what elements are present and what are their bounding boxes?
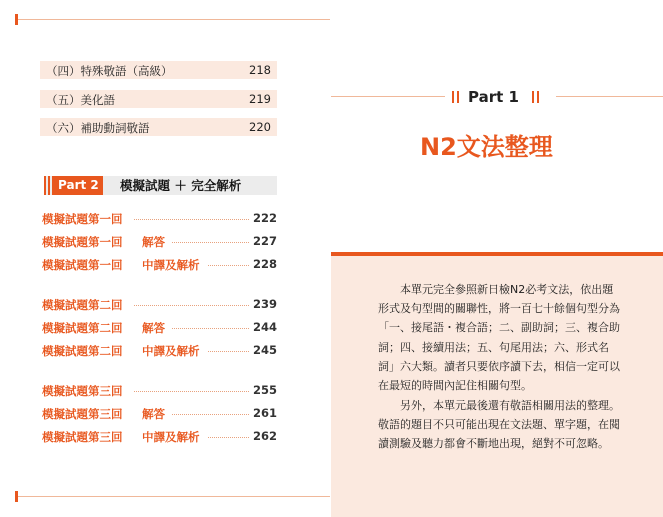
- exam-entry: [42, 343, 277, 359]
- toc-row: [40, 90, 277, 108]
- exam-name: 模擬試題第一回: [42, 212, 123, 226]
- text-line: 本單元完全參照新日檢N2必考文法，依出題: [400, 283, 614, 296]
- exam-page: 255: [252, 383, 277, 397]
- intro-paragraph-1: [378, 280, 622, 395]
- text-line: 另外，本單元最後還有敬語相關用法的整理。: [400, 399, 620, 412]
- exam-name: 模擬試題第三回: [42, 384, 123, 398]
- toc-page: 218: [249, 63, 271, 77]
- leader-dots: [172, 414, 249, 415]
- exam-entry: [42, 234, 277, 250]
- exam-page: 227: [252, 234, 277, 248]
- intro-paragraph-2: [378, 396, 622, 454]
- toc-label: （五）美化語: [46, 93, 115, 107]
- bottom-rule: [18, 496, 330, 497]
- exam-page: 239: [252, 297, 277, 311]
- text-line: 讀測驗及聽力都會不斷地出現，絕對不可忽略。: [378, 437, 609, 451]
- exam-suffix: 中譯及解析: [142, 430, 200, 444]
- page-title: N2文法整理: [420, 133, 553, 161]
- exam-entry: [42, 429, 277, 445]
- leader-dots: [172, 328, 249, 329]
- toc-row: [40, 118, 277, 136]
- exam-entry: [42, 320, 277, 336]
- exam-entry: [42, 211, 277, 227]
- exam-name: 模擬試題第一回: [42, 235, 123, 249]
- exam-entry: [42, 406, 277, 422]
- exam-page: 244: [252, 320, 277, 334]
- part2-title: 模擬試題 ＋ 完全解析: [120, 178, 242, 193]
- exam-suffix: 解答: [142, 407, 165, 421]
- part2-header: [44, 176, 277, 195]
- text-line: 「一、接尾語・複合語；二、副助詞；三、複合助: [378, 321, 620, 335]
- leader-dots: [134, 219, 249, 220]
- leader-dots: [208, 351, 249, 352]
- toc-page: 220: [249, 120, 271, 134]
- exam-entry: [42, 297, 277, 313]
- text-line: 詞」六大類。讀者只要依序讀下去，相信一定可以: [378, 359, 620, 373]
- toc-page: 219: [249, 92, 271, 106]
- exam-page: 228: [252, 257, 277, 271]
- exam-entry: [42, 257, 277, 273]
- text-line: 在最短的時間內記住相關句型。: [378, 379, 532, 393]
- part1-label: Part 1: [468, 88, 519, 106]
- exam-page: 222: [252, 211, 277, 225]
- exam-name: 模擬試題第二回: [42, 344, 123, 358]
- leader-dots: [208, 437, 249, 438]
- part1-header: [450, 88, 560, 106]
- leader-dots: [208, 265, 249, 266]
- text-line: 敬語的題目不只可能出現在文法題、單字題，在閱: [378, 418, 620, 432]
- exam-suffix: 解答: [142, 321, 165, 335]
- exam-name: 模擬試題第三回: [42, 407, 123, 421]
- leader-dots: [172, 242, 249, 243]
- part2-tag: Part 2: [54, 176, 103, 195]
- exam-name: 模擬試題第一回: [42, 258, 123, 272]
- text-line: 形式及句型間的關聯性，將一百七十餘個句型分為: [378, 302, 620, 316]
- exam-page: 245: [252, 343, 277, 357]
- exam-page: 262: [252, 429, 277, 443]
- exam-suffix: 中譯及解析: [142, 258, 200, 272]
- exam-name: 模擬試題第三回: [42, 430, 123, 444]
- top-rule: [18, 19, 330, 20]
- exam-entry: [42, 383, 277, 399]
- part1-rule-left: [331, 96, 445, 97]
- part2-bars-icon: [44, 176, 54, 195]
- exam-page: 261: [252, 406, 277, 420]
- toc-row: [40, 61, 277, 79]
- part1-rule-right: [556, 96, 663, 97]
- leader-dots: [134, 391, 249, 392]
- part1-bars-right-icon: [530, 91, 542, 103]
- part1-bars-left-icon: [450, 91, 462, 103]
- exam-suffix: 中譯及解析: [142, 344, 200, 358]
- toc-label: （四）特殊敬語（高級）: [46, 64, 173, 78]
- leader-dots: [134, 305, 249, 306]
- exam-suffix: 解答: [142, 235, 165, 249]
- exam-name: 模擬試題第二回: [42, 298, 123, 312]
- text-line: 詞；四、接續用法；五、句尾用法；六、形式名: [378, 340, 609, 354]
- exam-name: 模擬試題第二回: [42, 321, 123, 335]
- toc-label: （六）補助動詞敬語: [46, 121, 150, 135]
